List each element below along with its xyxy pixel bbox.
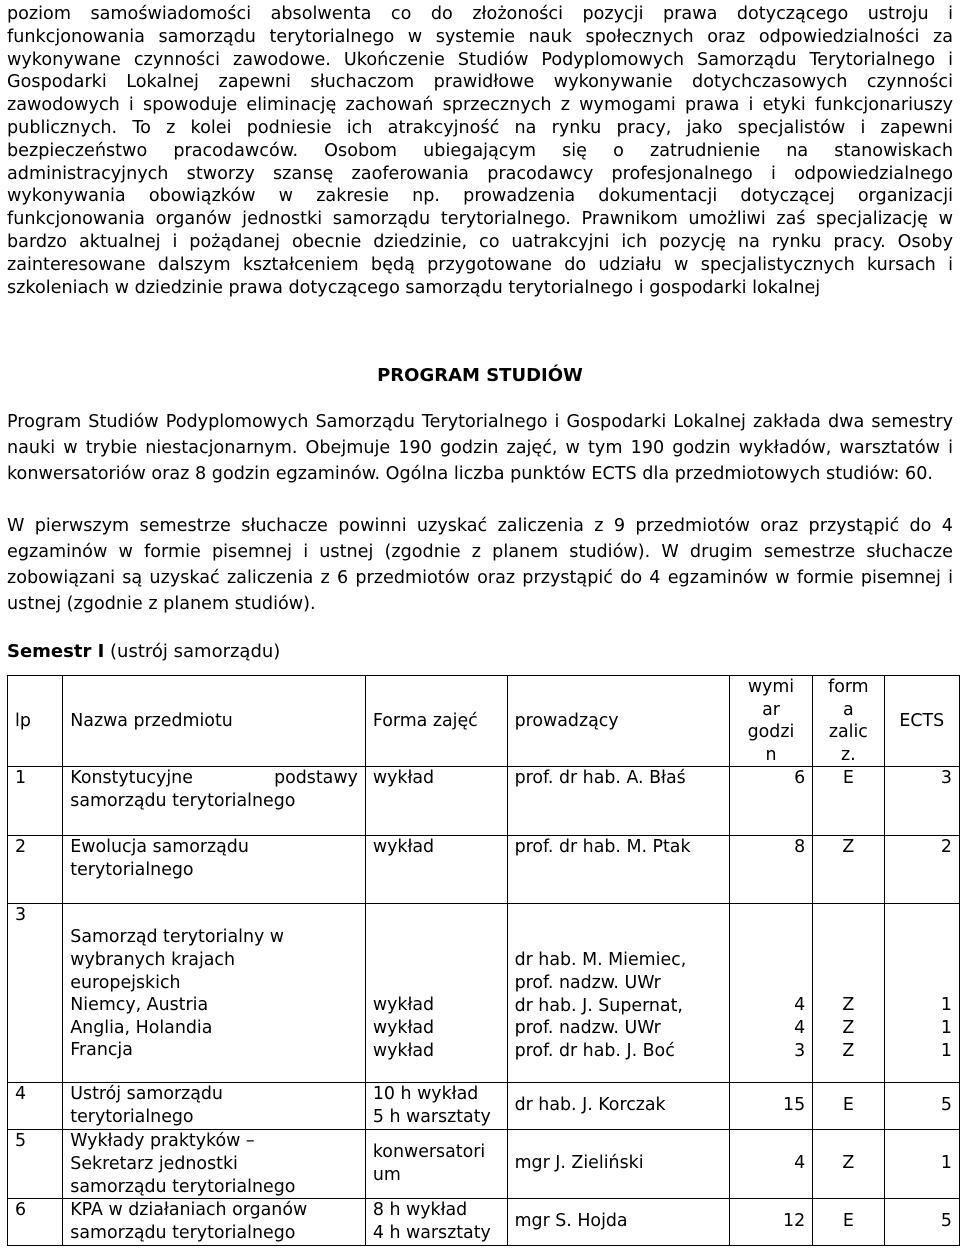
cell-hours [729,904,812,1083]
cell-hours-line: 4 [794,1017,806,1038]
cell-name-line: Anglia, Holandia [70,1017,213,1038]
cell-lecturer-line: dr hab. J. Supernat, [514,995,683,1016]
cell-name-line: KPA w działaniach organów [70,1200,308,1221]
cell-name [63,1083,366,1130]
cell-name [63,904,366,1083]
cell-form-line: 4 h warsztaty [372,1222,491,1243]
cell-ects [884,904,959,1083]
cell-form [365,1130,507,1199]
cell-hours-line: 3 [794,1040,806,1061]
cell-ects-line: 1 [940,1017,952,1038]
cell-form-line: 5 h warsztaty [372,1106,491,1127]
table-row [8,904,960,1083]
cell-fz: E [813,767,884,836]
table-header-row [8,676,960,767]
header-lp: lp [8,676,63,767]
cell-lecturer [507,904,729,1083]
cell-lecturer: prof. dr hab. M. Ptak [507,836,729,904]
cell-name-part: Konstytucyjne [70,768,193,789]
semester-title [7,640,280,664]
cell-name [63,836,366,904]
cell-lp: 4 [8,1083,63,1130]
cell-fz [813,904,884,1083]
cell-lecturer-line: prof. dr hab. J. Boć [514,1040,675,1061]
cell-fz-line: Z [842,1040,855,1061]
cell-name-line: wybranych krajach [70,949,236,970]
cell-lecturer: dr hab. J. Korczak [507,1083,729,1130]
cell-lecturer-line: dr hab. M. Miemiec, [514,950,687,971]
header-form-zal [813,676,884,767]
program-heading: PROGRAM STUDIÓW [377,365,583,386]
table-row [8,1130,960,1199]
header-form: Forma zajęć [365,676,507,767]
cell-ects: 5 [884,1083,959,1130]
cell-name-line2: samorządu terytorialnego [70,790,296,811]
header-name: Nazwa przedmiotu [63,676,366,767]
cell-hours: 4 [729,1130,812,1199]
cell-lecturer: mgr J. Zieliński [507,1130,729,1199]
cell-hours-line: 4 [794,995,806,1016]
program-paragraph: Program Studiów Podyplomowych Samorządu Terytorialnego i Gospodarki Lokalnej zakłada dwa semestry nauki w trybie niestacjonarnym. Obejmuje 190 godzin zajęć, w tym 190 godzin wykładów, warsztatów i konwersatoriów oraz 8 godzin egzaminów. Ogólna liczba punktów ECTS dla przedmiotowych studiów: 60. [7,412,953,484]
cell-lecturer-line: prof. nadzw. UWr [514,1018,661,1039]
cell-fz: Z [813,836,884,904]
cell-name-part: podstawy [274,768,358,789]
intro-paragraph: poziom samoświadomości absolwenta co do złożoności pozycji prawa dotyczącego ustroju i funkcjonowania samorządu terytorialnego w systemie nauk społecznych oraz odpowiedzialności za wykonywane czynności zawodowe. Ukończenie Studiów Podyplomowych Samorządu Terytorialnego i Gospodarki Lokalnej zapewni słuchaczom prawidłowe wykonywanie dotychczasowych czynności zawodowych i spowoduje eliminację zachowań sprzecznych z wymogami prawa i etyki funkcjonariuszy publicznych. To z kolei podniesie ich atrakcyjność na rynku pracy, jako specjalistów i zapewni bezpieczeństwo pracodawców. Osobom ubiegającym się o zatrudnienie na stanowiskach administracyjnych stworzy szansę zaoferowania pracodawcy profesjonalnego i odpowiedzialnego wykonywania obowiązków w zakresie np. prowadzenia dokumentacji dotyczącej organizacji funkcjonowania organów jednostki samorządu terytorialnego. Prawnikom umożliwi zaś specjalizację w bardzo aktualnej i pożądanej obecnie dziedzinie, co uatrakcyjni ich pozycję na rynku pracy. Osoby zainteresowane dalszym kształceniem będą przygotowane do udziału w specjalistycznych kursach i szkoleniach w dziedzinie prawa dotyczącego samorządu terytorialnego i gospodarki lokalnej [7,4,953,298]
cell-ects-line: 1 [940,995,952,1016]
table-row [8,1083,960,1130]
cell-ects: 5 [884,1199,959,1246]
cell-hours: 15 [729,1083,812,1130]
cell-fz-line: Z [842,1017,855,1038]
table-row [8,767,960,836]
header-hours [729,676,812,767]
cell-name-line2: terytorialnego [70,859,194,880]
cell-form-line: konwersatori [372,1142,486,1163]
header-hours-text: wymi ar godzi n [747,677,795,765]
cell-name-line: terytorialnego [70,1106,194,1127]
cell-fz: Z [813,1130,884,1199]
cell-lp: 6 [8,1199,63,1246]
cell-name-line: Samorząd terytorialny w [70,927,285,948]
cell-name [63,1199,366,1246]
cell-name-line: Niemcy, Austria [70,995,209,1016]
cell-name-line: Sekretarz jednostki [70,1153,238,1174]
cell-lp: 5 [8,1130,63,1199]
cell-ects-line: 1 [940,1040,952,1061]
cell-lecturer: prof. dr hab. A. Błaś [507,767,729,836]
cell-form: wykład [365,836,507,904]
cell-fz: E [813,1199,884,1246]
semester-title-rest: (ustrój samorządu) [104,641,281,662]
header-ects: ECTS [884,676,959,767]
cell-name-line: Francja [70,1040,133,1061]
cell-form-line: wykład [372,995,435,1016]
cell-ects: 1 [884,1130,959,1199]
semesters-paragraph: W pierwszym semestrze słuchacze powinni uzyskać zaliczenia z 9 przedmiotów oraz przystąpić do 4 egzaminów w formie pisemnej i ustnej (zgodnie z planem studiów). W drugim semestrze słuchacze zobowiązani są uzyskać zaliczenia z 6 przedmiotów oraz przystąpić do 4 egzaminów w formie pisemnej i ustnej (zgodnie z planem studiów). [7,516,953,614]
cell-name-line1: Ewolucja samorządu [70,837,249,858]
cell-lecturer-line: prof. nadzw. UWr [514,972,661,993]
courses-table [7,675,960,1246]
cell-form-line: wykład [372,1040,435,1061]
cell-ects: 2 [884,836,959,904]
cell-name [63,767,366,836]
cell-name-line: samorządu terytorialnego [70,1176,296,1197]
cell-lp: 2 [8,836,63,904]
cell-form-line: 10 h wykład [372,1084,479,1105]
cell-lecturer: mgr S. Hojda [507,1199,729,1246]
cell-name-line: Ustrój samorządu [70,1084,223,1105]
cell-lp: 3 [8,904,63,1083]
cell-name-line1 [70,767,358,790]
table-row [8,1199,960,1246]
cell-lp: 1 [8,767,63,836]
cell-form [365,1083,507,1130]
cell-hours: 12 [729,1199,812,1246]
cell-form-line: 8 h wykład [372,1200,468,1221]
cell-form-line: wykład [372,1017,435,1038]
cell-fz-line: Z [842,995,855,1016]
cell-form [365,904,507,1083]
cell-ects: 3 [884,767,959,836]
cell-hours: 8 [729,836,812,904]
cell-name-line: samorządu terytorialnego [70,1222,296,1243]
cell-hours: 6 [729,767,812,836]
cell-form-line: um [372,1164,401,1185]
cell-name-line: Wykłady praktyków – [70,1131,255,1152]
semester-title-bold: Semestr I [7,641,105,662]
cell-form: wykład [365,767,507,836]
cell-fz: E [813,1083,884,1130]
cell-form [365,1199,507,1246]
cell-name-line: europejskich [70,972,181,993]
table-row [8,836,960,904]
header-lecturer: prowadzący [507,676,729,767]
header-fz-text: form a zalic z. [828,677,869,765]
cell-name [63,1130,366,1199]
